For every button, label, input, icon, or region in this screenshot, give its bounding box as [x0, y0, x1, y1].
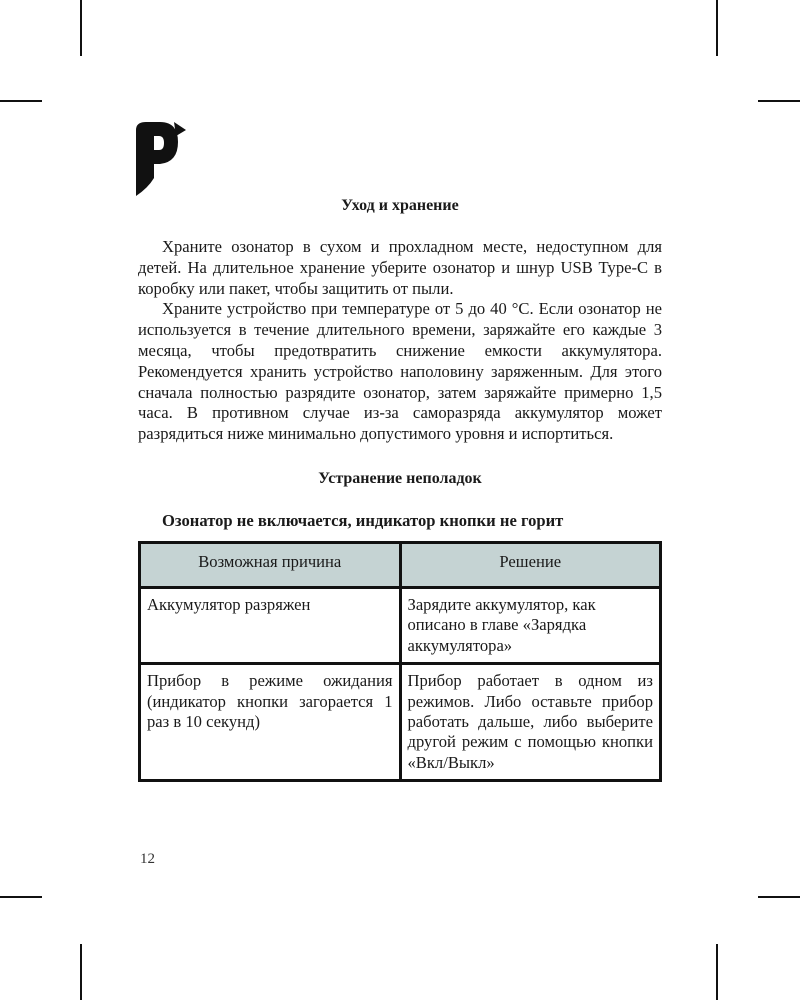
- table-cell-cause: Прибор в режиме ожидания (индикатор кнопки загорается 1 раз в 10 секунд): [140, 664, 401, 781]
- table-row: [140, 664, 661, 781]
- table-header-solution: Решение: [400, 543, 661, 588]
- section-title-care: Уход и хранение: [341, 197, 459, 214]
- table-header-row: [140, 543, 661, 588]
- crop-mark-top-right: [716, 0, 718, 56]
- crop-mark-right-top: [758, 100, 800, 102]
- troubleshooting-table: [138, 541, 662, 782]
- table-header-cause: Возможная причина: [140, 543, 401, 588]
- table-cell-solution: Зарядите аккумулятор, как описано в главе «Зарядка аккумулятора»: [400, 588, 661, 664]
- crop-mark-bottom-left: [80, 944, 82, 1000]
- crop-mark-left-bottom: [0, 896, 42, 898]
- page-number: 12: [140, 851, 155, 867]
- care-text: [138, 237, 662, 445]
- care-paragraph-2: Храните устройство при температуре от 5 до 40 °C. Если озонатор не используется в течение длительного времени, заряжайте его каждые 3 месяца, чтобы предотвратить снижение емкости аккумулятора. Рекомендуется хранить устройство наполовину заряженным. Для этого сначала полностью разрядите озонатор, затем заряжайте примерно 1,5 часа. В противном случае из-за саморазряда аккумулятор может разрядиться ниже минимально допустимого уровня и испортиться.: [138, 299, 662, 444]
- care-paragraph-1: Храните озонатор в сухом и прохладном месте, недоступном для детей. На длительное хранение уберите озонатор и шнур USB Type-C в коробку или пакет, чтобы защитить от пыли.: [138, 237, 662, 298]
- crop-mark-bottom-right: [716, 944, 718, 1000]
- table-row: [140, 588, 661, 664]
- problem-title: Озонатор не включается, индикатор кнопки не горит: [162, 511, 564, 530]
- crop-mark-top-left: [80, 0, 82, 56]
- section-title-troubleshooting: Устранение неполадок: [318, 470, 482, 487]
- table-cell-solution: Прибор работает в одном из режимов. Либо оставьте прибор работать дальше, либо выберите другой режим с помощью кнопки «Вкл/Выкл»: [400, 664, 661, 781]
- brand-logo-icon: [134, 120, 186, 198]
- crop-mark-left-top: [0, 100, 42, 102]
- crop-mark-right-bottom: [758, 896, 800, 898]
- table-cell-cause: Аккумулятор разряжен: [140, 588, 401, 664]
